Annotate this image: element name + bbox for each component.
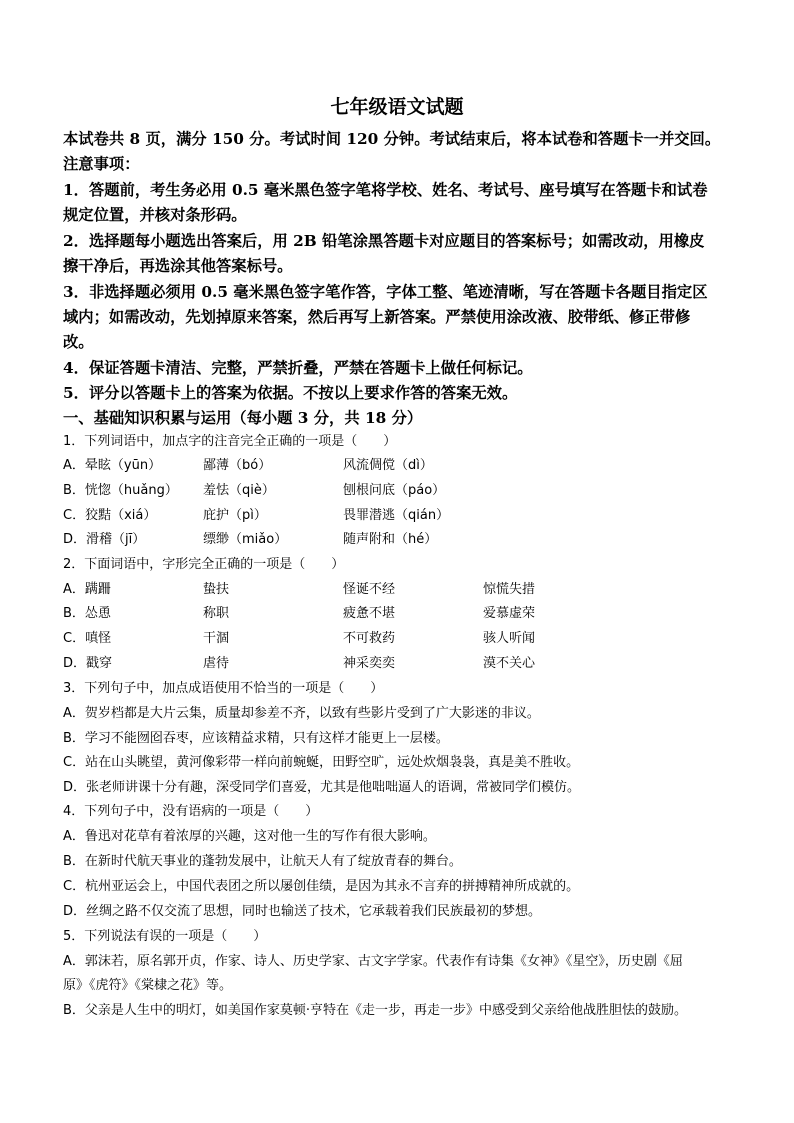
question-5-stem: 5．下列说法有误的一项是（ ） — [63, 929, 267, 944]
section-heading: 一、基础知识积累与运用（每小题 3 分，共 18 分） — [63, 409, 423, 427]
q2-option-c-word-2: 干涸 — [203, 631, 230, 646]
question-2-stem: 2．下面词语中，字形完全正确的一项是（ ） — [63, 557, 345, 572]
notice-heading: 注意事项： — [63, 155, 140, 173]
q2-option-a-word-4: 惊慌失措 — [483, 582, 536, 597]
q1-option-d-word-1: D．滑稽（jī） — [63, 532, 146, 547]
q1-option-d-word-3: 随声附和（hé） — [343, 532, 438, 547]
q4-option-b: B．在新时代航天事业的蓬勃发展中，让航天人有了绽放青春的舞台。 — [63, 854, 462, 869]
q2-option-b-word-1: B．怂恿 — [63, 606, 111, 621]
q3-option-d: D．张老师讲课十分有趣，深受同学们喜爱，尤其是他咄咄逼人的语调，常被同学们模仿。 — [63, 780, 581, 795]
q2-option-b-word-4: 爱慕虚荣 — [483, 606, 536, 621]
q5-option-a-continued: 原》《虎符》《棠棣之花》等。 — [63, 978, 233, 993]
q2-option-d-word-2: 虐待 — [203, 656, 230, 671]
q4-option-d: D．丝绸之路不仅交流了思想，同时也输送了技术，它承载着我们民族最初的梦想。 — [63, 904, 542, 919]
q1-option-b-word-3: 刨根问底（páo） — [343, 483, 446, 498]
exam-title: 七年级语文试题 — [330, 96, 464, 118]
q5-option-a: A．郭沫若，原名郭开贞，作家、诗人、历史学家、古文字学家。代表作有诗集《女神》《星空》，历史剧《屈 — [63, 954, 683, 969]
q2-option-b-word-3: 疲惫不堪 — [343, 606, 396, 621]
q3-option-c: C．站在山头眺望，黄河像彩带一样向前蜿蜒，田野空旷，远处炊烟袅袅，真是美不胜收。 — [63, 755, 580, 770]
exam-info: 本试卷共 8 页，满分 150 分。考试时间 120 分钟。考试结束后，将本试卷和答题卡一并交回。 — [63, 130, 721, 148]
q2-option-d-word-1: D．戳穿 — [63, 656, 113, 671]
instruction-line: 改。 — [63, 333, 94, 351]
q2-option-a-word-1: A．蹒跚 — [63, 582, 111, 597]
instruction-line: 域内；如需改动，先划掉原来答案，然后再写上新答案。严禁使用涂改液、胶带纸、修正带修 — [63, 308, 691, 326]
q1-option-a-word-2: 鄙薄（bó） — [203, 458, 272, 473]
q1-option-b-word-1: B．恍惚（huǎng） — [63, 483, 178, 498]
q1-option-c-word-1: C．狡黠（xiá） — [63, 508, 157, 523]
q1-option-a-word-3: 风流倜傥（dì） — [343, 458, 433, 473]
instruction-line: 1．答题前，考生务必用 0.5 毫米黑色签字笔将学校、姓名、考试号、座号填写在答题卡和试卷 — [63, 181, 708, 199]
q1-option-b-word-2: 羞怯（qiè） — [203, 483, 275, 498]
instruction-line: 擦干净后，再选涂其他答案标号。 — [63, 257, 293, 275]
instruction-line: 2．选择题每小题选出答案后，用 2B 铅笔涂黑答题卡对应题目的答案标号；如需改动，用橡皮 — [63, 232, 705, 250]
instruction-line: 3．非选择题必须用 0.5 毫米黑色签字笔作答，字体工整、笔迹清晰，写在答题卡各题目指定区 — [63, 283, 708, 301]
instruction-line: 5．评分以答题卡上的答案为依据。不按以上要求作答的答案无效。 — [63, 384, 518, 402]
question-1-stem: 1．下列词语中，加点字的注音完全正确的一项是（ ） — [63, 434, 397, 449]
q4-option-a: A．鲁迅对花草有着浓厚的兴趣，这对他一生的写作有很大影响。 — [63, 829, 436, 844]
q4-option-c: C．杭州亚运会上，中国代表团之所以屡创佳绩，是因为其永不言弃的拼搏精神所成就的。 — [63, 879, 580, 894]
q2-option-a-word-3: 怪诞不经 — [343, 582, 396, 597]
q2-option-c-word-4: 骇人听闻 — [483, 631, 536, 646]
q1-option-c-word-3: 畏罪潜逃（qián） — [343, 508, 450, 523]
question-4-stem: 4．下列句子中，没有语病的一项是（ ） — [63, 804, 319, 819]
q1-option-d-word-2: 缥缈（miǎo） — [203, 532, 288, 547]
q2-option-c-word-3: 不可救药 — [343, 631, 396, 646]
q1-option-a-word-1: A．晕眩（yūn） — [63, 458, 162, 473]
q2-option-d-word-4: 漠不关心 — [483, 656, 536, 671]
question-3-stem: 3．下列句子中，加点成语使用不恰当的一项是（ ） — [63, 681, 384, 696]
q2-option-b-word-2: 称职 — [203, 606, 230, 621]
instruction-line: 4．保证答题卡清洁、完整，严禁折叠，严禁在答题卡上做任何标记。 — [63, 359, 533, 377]
q2-option-c-word-1: C．嗔怪 — [63, 631, 112, 646]
q3-option-a: A．贺岁档都是大片云集，质量却参差不齐，以致有些影片受到了广大影迷的非议。 — [63, 706, 540, 721]
q2-option-d-word-3: 神采奕奕 — [343, 656, 396, 671]
instruction-line: 规定位置，并核对条形码。 — [63, 206, 247, 224]
q1-option-c-word-2: 庇护（pì） — [203, 508, 267, 523]
q5-option-b: B．父亲是人生中的明灯，如美国作家莫顿·亨特在《走一步，再走一步》中感受到父亲给他战胜胆怯的鼓励。 — [63, 1003, 688, 1018]
q3-option-b: B．学习不能囫囵吞枣，应该精益求精，只有这样才能更上一层楼。 — [63, 731, 449, 746]
q2-option-a-word-2: 蛰扶 — [203, 582, 230, 597]
